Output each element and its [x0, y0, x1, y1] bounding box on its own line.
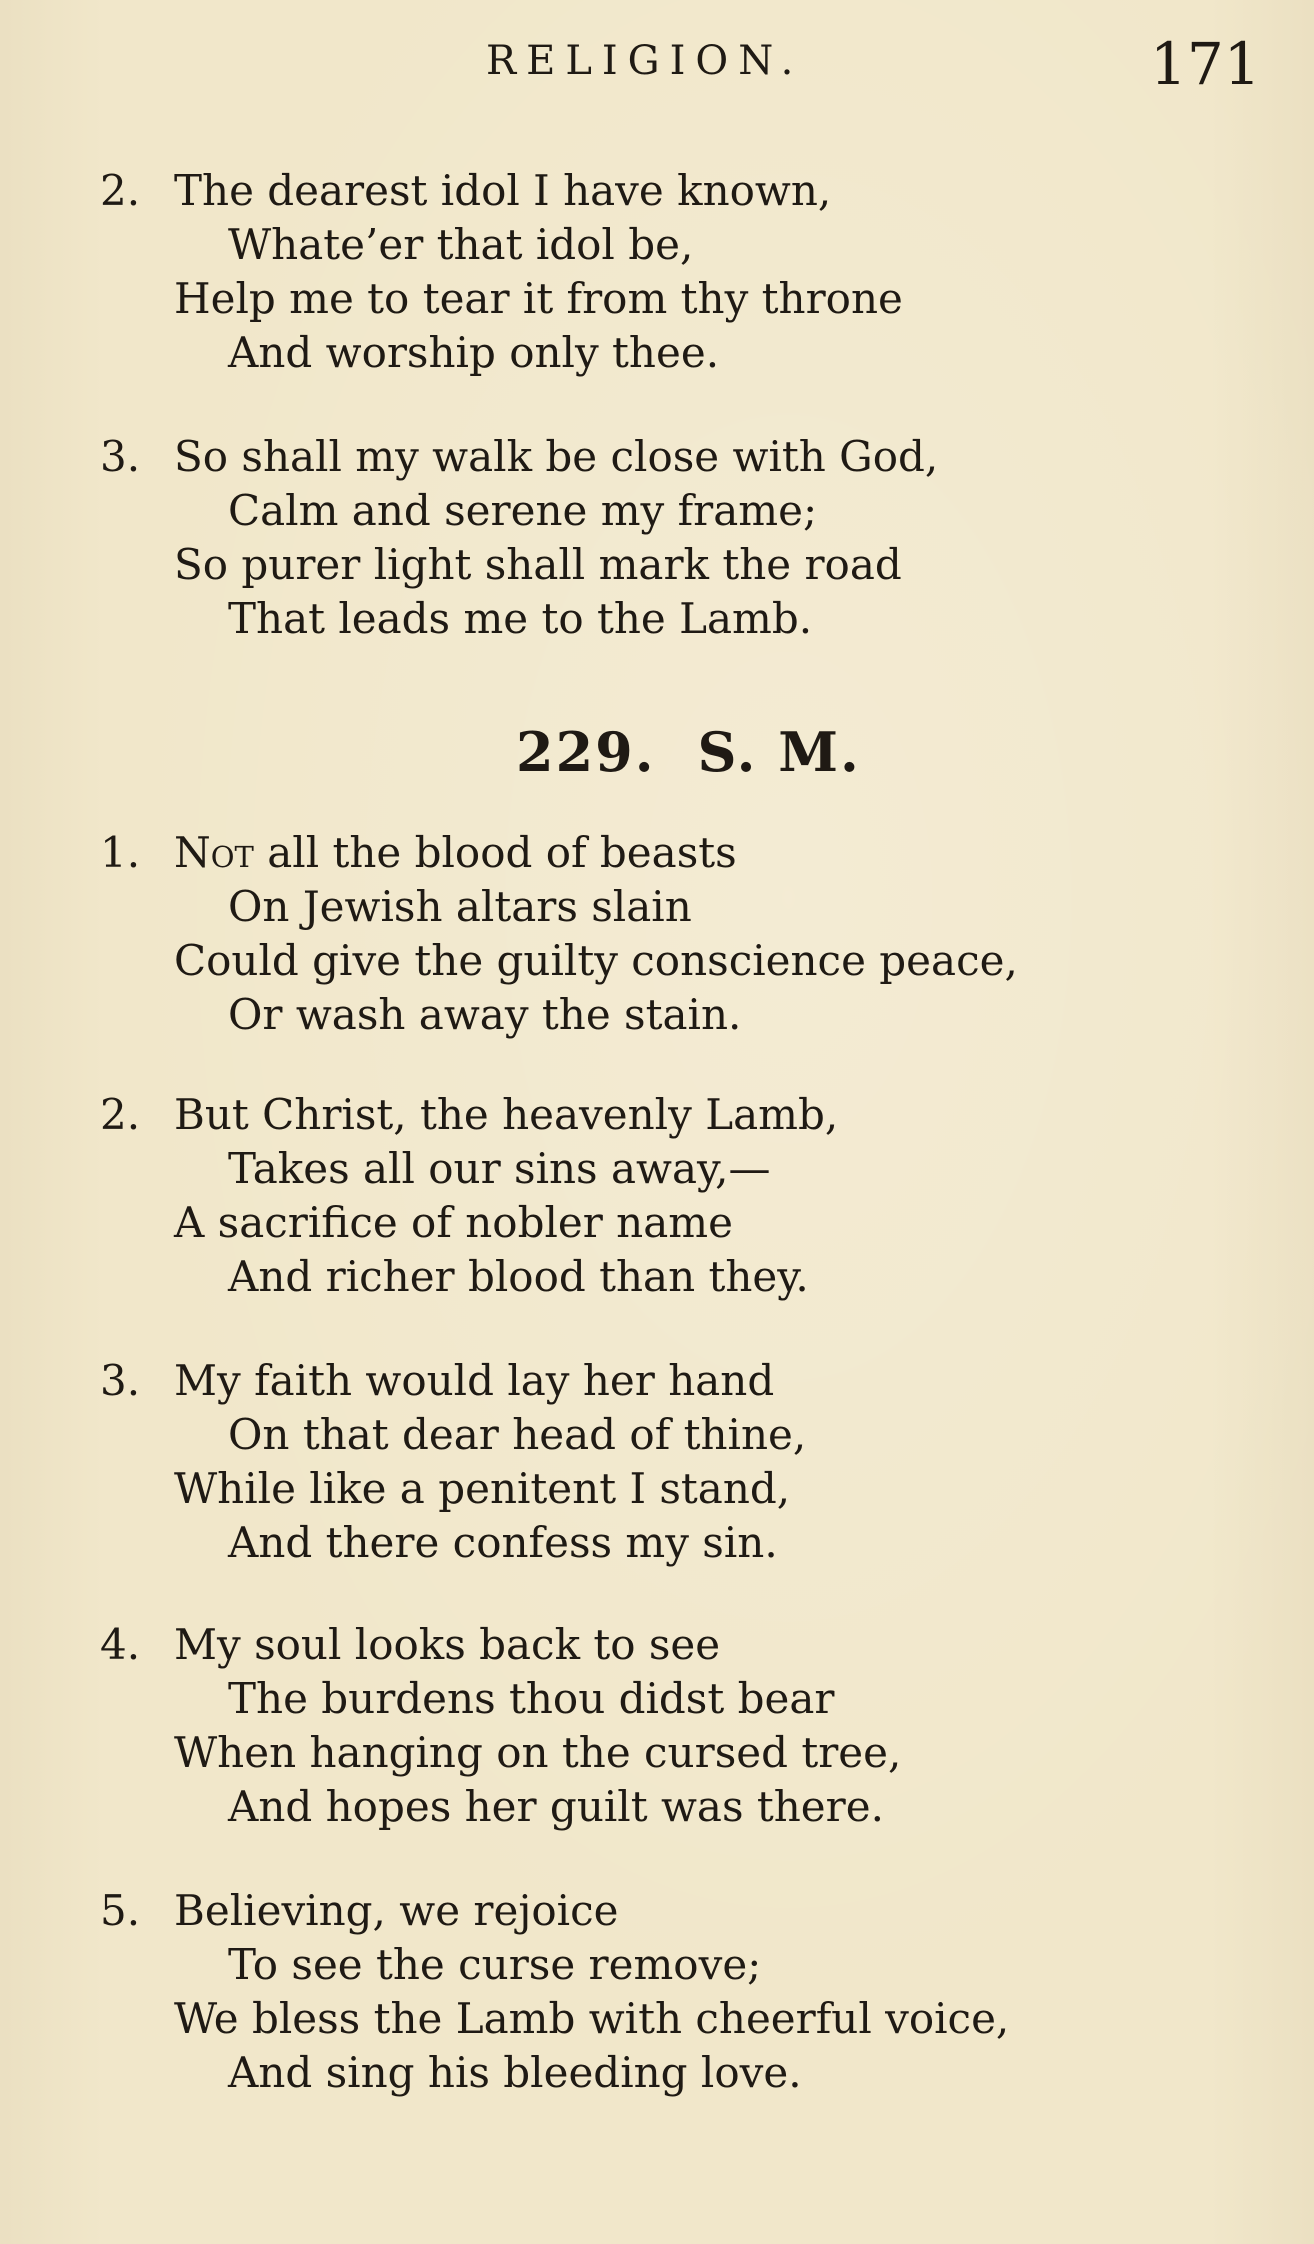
- verse-line: Takes all our sins away,—: [228, 1144, 771, 1193]
- verse-line: And there confess my sin.: [228, 1518, 778, 1567]
- verse-line: And sing his bleeding love.: [228, 2048, 802, 2097]
- verse-line: Or wash away the stain.: [228, 990, 742, 1039]
- verse-line: To see the curse remove;: [228, 1940, 762, 1989]
- verse-line-rest: all the blood of beasts: [253, 828, 737, 877]
- verse-line: We bless the Lamb with cheerful voice,: [174, 1994, 1010, 2043]
- verse-line: That leads me to the Lamb.: [228, 594, 813, 643]
- stanza-number: 2.: [100, 1090, 141, 1139]
- hymn-heading: [516, 720, 903, 784]
- stanza-number: 1.: [100, 828, 141, 877]
- verse-line: My soul looks back to see: [174, 1620, 721, 1669]
- verse-line: Could give the guilty conscience peace,: [174, 936, 1018, 985]
- stanza-number: 4.: [100, 1620, 141, 1669]
- verse-line: My faith would lay her hand: [174, 1356, 775, 1405]
- verse-line: Believing, we rejoice: [174, 1886, 619, 1935]
- verse-line: The burdens thou didst bear: [228, 1674, 835, 1723]
- verse-line: So purer light shall mark the road: [174, 540, 902, 589]
- verse-line: While like a penitent I stand,: [174, 1464, 791, 1513]
- verse-line: On Jewish altars slain: [228, 882, 692, 931]
- verse-line: The dearest idol I have known,: [174, 166, 832, 215]
- hymn-meter: S. M.: [697, 720, 861, 784]
- verse-line: On that dear head of thine,: [228, 1410, 807, 1459]
- verse-line: A sacrifice of nobler name: [174, 1198, 733, 1247]
- running-title: RELIGION.: [486, 38, 804, 84]
- verse-line: And richer blood than they.: [228, 1252, 809, 1301]
- stanza-number: 3.: [100, 432, 141, 481]
- verse-line: So shall my walk be close with God,: [174, 432, 939, 481]
- stanza-number: 2.: [100, 166, 141, 215]
- verse-line: But Christ, the heavenly Lamb,: [174, 1090, 839, 1139]
- verse-line: Whate’er that idol be,: [228, 220, 694, 269]
- stanza-number: 5.: [100, 1886, 141, 1935]
- verse-line: Calm and serene my frame;: [228, 486, 818, 535]
- verse-line: [174, 828, 737, 878]
- verse-line: When hanging on the cursed tree,: [174, 1728, 902, 1777]
- page-number: 171: [1150, 30, 1261, 98]
- verse-line: Help me to tear it from thy throne: [174, 274, 903, 323]
- first-word: Not: [174, 828, 254, 877]
- stanza-number: 3.: [100, 1356, 141, 1405]
- verse-line: And worship only thee.: [228, 328, 720, 377]
- verse-line: And hopes her guilt was there.: [228, 1782, 884, 1831]
- hymn-number: 229.: [516, 720, 656, 784]
